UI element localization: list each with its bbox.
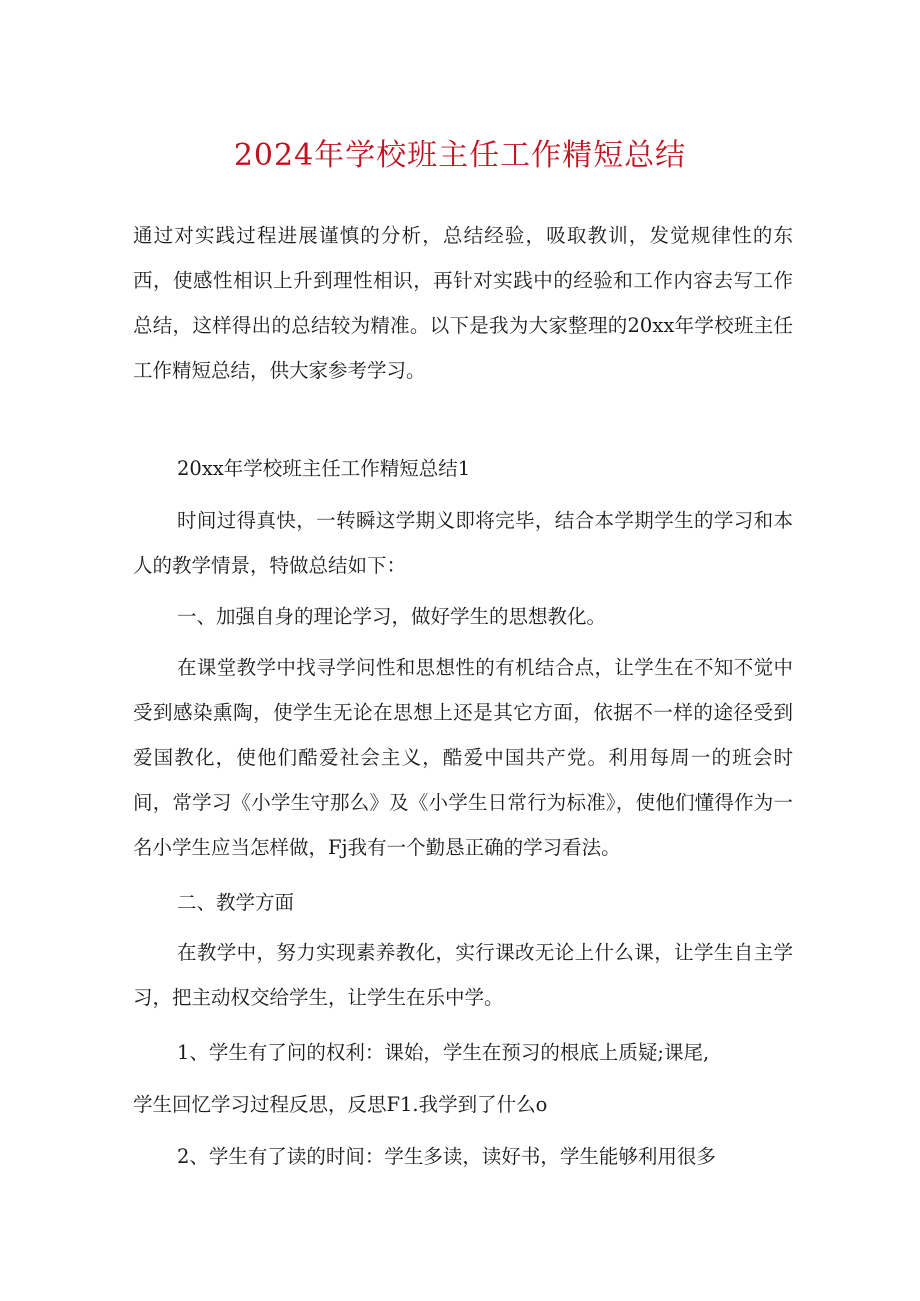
document-title: 2024年学校班主任工作精短总结: [233, 138, 687, 173]
paragraph-1: 时间过得真快，一转瞬这学期义即将完毕，结合本学期学生的学习和本人的教学情景，特做总结如下：: [133, 509, 793, 577]
heading-1: 一、加强自身的理论学习，做好学生的思想教化。: [177, 605, 607, 628]
list-item-1-line-2: 学生回忆学习过程反思，反思F1.我学到了什么o: [133, 1093, 548, 1116]
list-item-1-line-1: 1、学生有了问的权利：课始，学生在预习的根底上质疑;课尾,: [177, 1041, 710, 1064]
intro-paragraph: 通过对实践过程进展谨慎的分析，总结经验，吸取教训，发觉规律性的东西，使感性相识上升到理性相识，再针对实践中的经验和工作内容去写工作总结，这样得出的总结较为精准。以下是我为大家整理的20xx年学校班主任工作精短总结，供大家参考学习。: [133, 224, 793, 382]
list-item-2-line-1: 2、学生有了读的时间：学生多读，读好书，学生能够利用很多: [177, 1145, 716, 1168]
paragraph-2: 在课堂教学中找寻学问性和思想性的有机结合点，让学生在不知不觉中受到感染熏陶，使学生无论在思想上还是其它方面，依据不一样的途径受到爱国教化，使他们酷爱社会主义，酷爱中国共产党。利用每周一的班会时间，常学习《小学生守那么》及《小学生日常行为标准》，使他们懂得作为一名小学生应当怎样做，Fj我有一个勤恳正确的学习看法。: [133, 656, 793, 859]
heading-2: 二、教学方面: [177, 891, 295, 914]
section-heading: 20xx年学校班主任工作精短总结1: [177, 457, 471, 480]
paragraph-3: 在教学中，努力实现素养教化，实行课改无论上什么课，让学生自主学习，把主动权交给学生，让学生在乐中学。: [133, 941, 793, 1009]
